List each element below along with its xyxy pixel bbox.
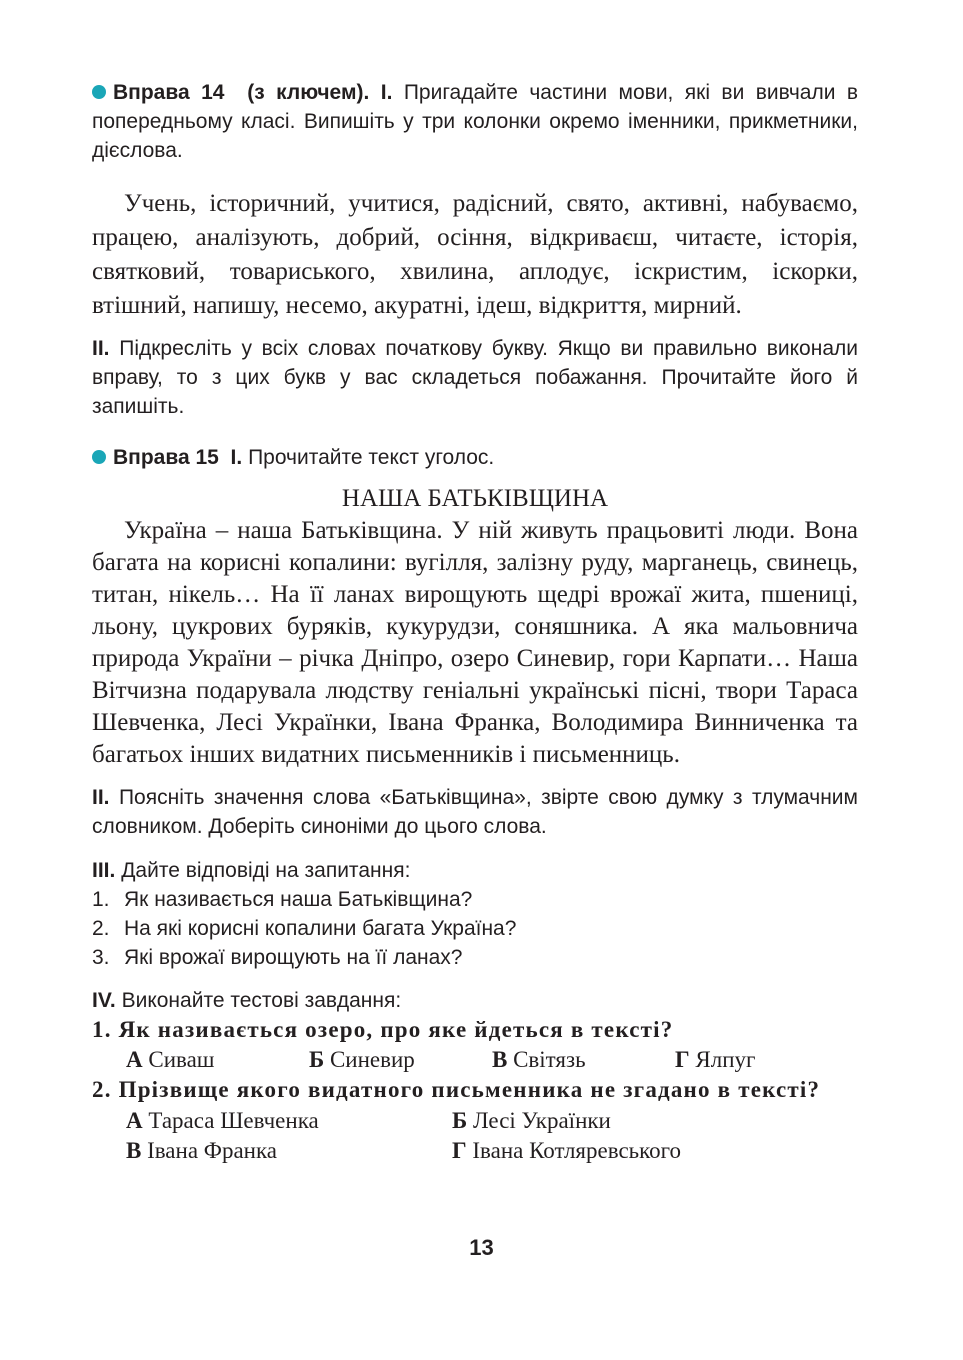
exercise-14-part1-text: Пригадайте частини мови, які ви вивчали в попередньому класі. Випишіть у три колонки окремо іменники, прикметники, дієслова. (92, 81, 858, 162)
option-b: Б Лесі Українки (452, 1108, 611, 1133)
exercise-15-part4-text: Виконайте тестові завдання: (121, 989, 402, 1012)
exercise-15-part3 (92, 856, 858, 885)
exercise-14-part2 (92, 334, 858, 421)
exercise-15-part2 (92, 783, 858, 841)
option-d: Г Ялпуг (675, 1047, 756, 1072)
exercise-15-part2-text: Поясніть значення слова «Батьківщина», звірте свою думку з тлумачним словником. Доберіть синоніми до цього слова. (92, 786, 858, 838)
page-number: 13 (469, 1235, 494, 1260)
reading-text: Україна – наша Батьківщина. У ній живуть працьовиті люди. Вона багата на корисні копалини: вугілля, залізну руду, марганець, свинець, титан, нікель… На її ланах вирощують щедрі врожаї жита, пшениці, льону, цукрових буряків, кукурудзи, соняшника. А яка мальовнича природа України – річка Дніпро, озеро Синевир, гори Карпати… Наша Вітчизна подарувала людству геніальні українські пісні, твори Тараса Шевченка, Лесі Українки, Івана Франка, Володимира Винниченка та багатьох інших видатних письменників і письменниць. (92, 517, 858, 768)
exercise-15-task (92, 443, 858, 473)
list-item: 2. На які корисні копалини багата Україна? (92, 917, 517, 940)
exercise-15-part4 (92, 986, 858, 1015)
part-number: II. (92, 337, 110, 360)
exercise-14-task (92, 78, 858, 165)
questions-list (92, 885, 858, 972)
bullet-dot-icon (92, 85, 106, 99)
option-d: Г Івана Котляревського (452, 1138, 682, 1163)
exercise-14-words: Учень, історичний, учитися, радісний, свято, активні, набуваємо, працею, аналізують, добрий, осіння, відкриваєш, читаєте, історія, святковий, товариського, хвилина, аплодує, іскристим, іскорки, втішний, напишу, несемо, акуратні, ідеш, відкриття, мирний. (92, 190, 858, 319)
page-content (92, 78, 858, 1166)
test-question-2: 2. Прізвище якого видатного письменника не згадано в тексті? (92, 1077, 821, 1102)
exercise-15-part1-text: Прочитайте текст уголос. (248, 446, 495, 469)
exercise-15-part3-text: Дайте відповіді на запитання: (121, 859, 411, 882)
exercise-14-part2-text: Підкресліть у всіх словах початкову букву. Якщо ви правильно виконали вправу, то з цих букв у вас складеться побажання. Прочитайте його й запишіть. (92, 337, 858, 418)
part-number: II. (92, 786, 110, 809)
part-number: III. (92, 859, 116, 882)
list-item: 3. Які врожаї вирощують на її ланах? (92, 946, 463, 969)
exercise-14-header: Вправа 14 (113, 81, 225, 104)
option-b: Б Синевир (309, 1047, 415, 1072)
option-c: В Світязь (492, 1047, 586, 1072)
part-number: I. (380, 81, 393, 104)
exercise-15-header: Вправа 15 (113, 446, 219, 469)
test-1-options (92, 1045, 858, 1075)
part-number: I. (230, 446, 243, 469)
part-number: IV. (92, 989, 116, 1012)
text-title: НАША БАТЬКІВЩИНА (341, 485, 609, 512)
exercise-14-key: (з ключем). (247, 81, 370, 104)
test-question-1: 1. Як називається озеро, про яке йдеться в тексті? (92, 1017, 674, 1042)
list-item: 1. Як називається наша Батьківщина? (92, 888, 473, 911)
test-2-options (92, 1106, 858, 1166)
bullet-dot-icon (92, 450, 106, 464)
option-c: В Івана Франка (126, 1138, 278, 1163)
option-a: А Тараса Шевченка (126, 1108, 319, 1133)
option-a: А Сиваш (126, 1047, 215, 1072)
